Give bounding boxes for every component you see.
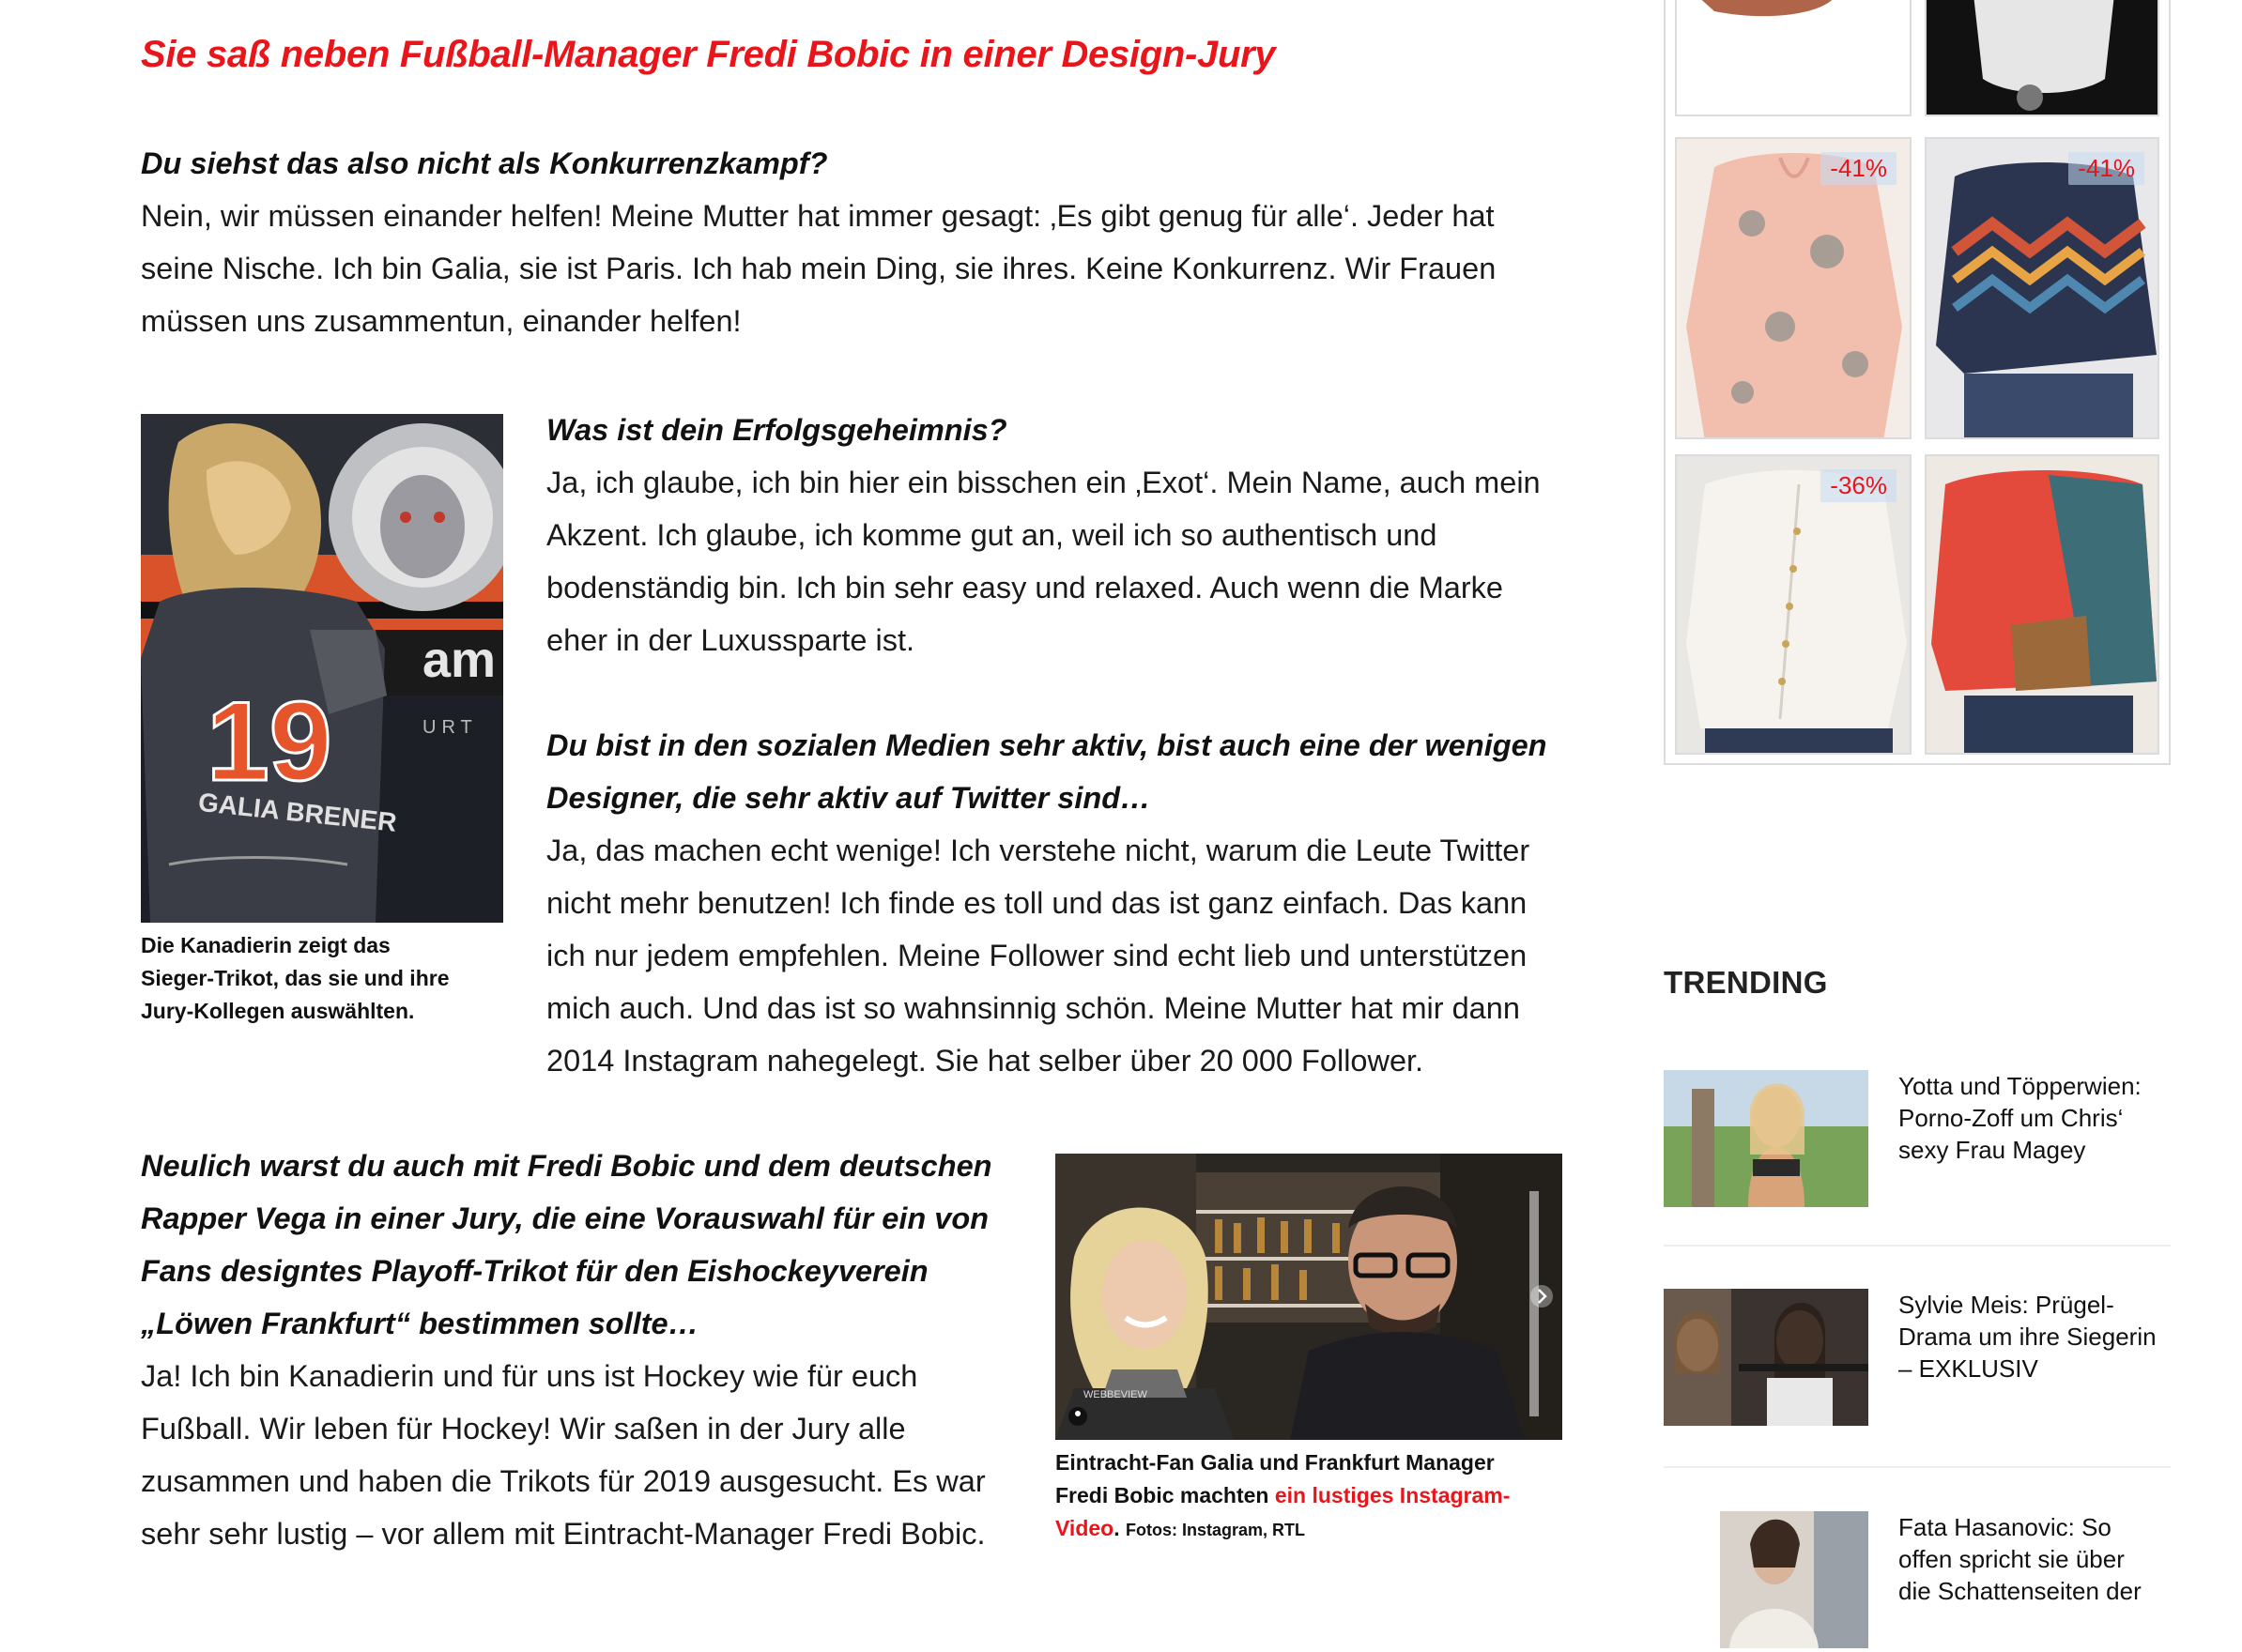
answer-line: Akzent. Ich glaube, ich komme gut an, weil ich so authentisch und <box>546 518 1437 552</box>
caption-line: Die Kanadierin zeigt das <box>141 933 391 957</box>
trending-item[interactable] <box>1664 1289 2171 1430</box>
answer-line: Fußball. Wir leben für Hockey! Wir saßen in der Jury alle <box>141 1412 906 1446</box>
caption-line: Jury-Kollegen auswählten. <box>141 999 415 1023</box>
trending-divider <box>1664 1245 2171 1247</box>
photo-credit: Fotos: Instagram, RTL <box>1126 1521 1306 1539</box>
trending-thumbnail[interactable] <box>1664 1070 1868 1207</box>
discount-badge: -41% <box>2068 152 2144 185</box>
interview-question-line: Du bist in den sozialen Medien sehr aktiv, bist auch eine der wenigen <box>546 728 1547 762</box>
discount-badge: -36% <box>1820 469 1896 502</box>
interview-section-1 <box>141 137 1568 347</box>
jersey-number: 19 <box>207 679 332 804</box>
caption-line <box>1055 1512 1581 1547</box>
answer-line: eher in der Luxussparte ist. <box>546 623 915 657</box>
ad-product-zigzag-sweater[interactable] <box>1925 137 2159 439</box>
trending-headline[interactable] <box>1898 1511 2171 1607</box>
headline-line: Drama um ihre Siegerin <box>1898 1323 2157 1351</box>
answer-line: Nein, wir müssen einander helfen! Meine Mutter hat immer gesagt: ‚Es gibt genug für alle‘. Jeder hat <box>141 199 1495 233</box>
interview-question-line: „Löwen Frankfurt“ bestimmen sollte… <box>141 1307 699 1340</box>
trending-headline[interactable] <box>1898 1289 2171 1384</box>
interview-question: Du siehst das also nicht als Konkurrenzkampf? <box>141 146 828 180</box>
instagram-video-still[interactable] <box>1055 1154 1562 1440</box>
answer-line: seine Nische. Ich bin Galia, sie ist Paris. Ich hab mein Ding, sie ihres. Keine Konkurrenz. Wir Frauen <box>141 252 1497 285</box>
caption-text: Fredi Bobic machten <box>1055 1483 1275 1507</box>
trending-divider <box>1664 1466 2171 1468</box>
answer-line: Ja! Ich bin Kanadierin und für uns ist Hockey wie für euch <box>141 1359 918 1393</box>
product-image <box>1927 456 2159 755</box>
answer-line: 2014 Instagram nahegelegt. Sie hat selber über 20 000 Follower. <box>546 1044 1424 1078</box>
trending-headline[interactable] <box>1898 1070 2171 1166</box>
jersey-name: GALIA BRENER <box>196 787 398 837</box>
caption-line: Eintracht-Fan Galia und Frankfurt Manager <box>1055 1450 1495 1475</box>
video-watermark: WEBBEVIEW <box>1083 1389 1147 1400</box>
svg-text:am: am <box>422 632 497 688</box>
headline-line: Porno-Zoff um Chris‘ <box>1898 1104 2124 1132</box>
ad-product-white-blouse[interactable] <box>1675 454 1912 755</box>
answer-line: sehr sehr lustig – vor allem mit Eintracht-Manager Fredi Bobic. <box>141 1517 986 1551</box>
jersey-photo-image <box>141 414 503 923</box>
answer-line: Ja, das machen echt wenige! Ich verstehe nicht, warum die Leute Twitter <box>546 834 1530 867</box>
instagram-video-link[interactable]: ein lustiges Instagram- <box>1274 1483 1511 1507</box>
answer-line: bodenständig bin. Ich bin sehr easy und relaxed. Auch wenn die Marke <box>546 571 1503 604</box>
trending-thumbnail[interactable] <box>1664 1511 1868 1648</box>
ad-product-colorblock-top[interactable] <box>1925 454 2159 755</box>
interview-question-line: Rapper Vega in einer Jury, die eine Vorauswahl für ein von <box>141 1201 990 1235</box>
video-caption <box>1055 1446 1581 1547</box>
trending-heading: TRENDING <box>1664 965 1828 1000</box>
headline-line: Sylvie Meis: Prügel- <box>1898 1291 2114 1319</box>
article-subheading: Sie saß neben Fußball-Manager Fredi Bobic in einer Design-Jury <box>141 34 1276 75</box>
ad-product-floral-blouse[interactable] <box>1675 137 1912 439</box>
answer-line: ich nur jedem empfehlen. Meine Follower sind echt lieb und unterstützen <box>546 939 1528 972</box>
product-image <box>1677 0 1912 116</box>
thumbnail-image <box>1664 1289 1868 1426</box>
headline-line: die Schattenseiten der <box>1898 1577 2142 1605</box>
headline-line: sexy Frau Magey <box>1898 1136 2086 1164</box>
interview-question-line: Designer, die sehr aktiv auf Twitter sind… <box>546 781 1151 815</box>
answer-line: mich auch. Und das ist so wahnsinnig schön. Meine Mutter hat mir dann <box>546 991 1520 1025</box>
interview-section-3 <box>546 719 1570 1087</box>
caption-line: Sieger-Trikot, das sie und ihre <box>141 966 450 990</box>
ad-product-sandals[interactable] <box>1675 0 1912 116</box>
thumbnail-image <box>1664 1070 1868 1207</box>
video-still-image <box>1055 1154 1562 1440</box>
ad-product-lace-top[interactable] <box>1925 0 2159 116</box>
discount-badge: -41% <box>1820 152 1896 185</box>
headline-line: offen spricht sie über <box>1898 1545 2125 1573</box>
svg-text:URT: URT <box>422 717 478 738</box>
trending-thumbnail[interactable] <box>1664 1289 1868 1426</box>
jersey-photo[interactable] <box>141 414 503 923</box>
answer-line: müssen uns zusammentun, einander helfen! <box>141 304 742 338</box>
next-slide-icon[interactable] <box>1530 1285 1553 1308</box>
interview-question-line: Neulich warst du auch mit Fredi Bobic und dem deutschen <box>141 1149 992 1183</box>
jersey-photo-caption <box>141 929 516 1028</box>
interview-question-line: Fans designtes Playoff-Trikot für den Eishockeyverein <box>141 1254 929 1288</box>
trending-item[interactable] <box>1664 1511 2171 1652</box>
product-ad-grid <box>1664 0 2171 765</box>
trending-item[interactable] <box>1664 1070 2171 1211</box>
answer-line: Ja, ich glaube, ich bin hier ein bisschen ein ‚Exot‘. Mein Name, auch mein <box>546 466 1541 499</box>
product-image <box>1927 0 2159 116</box>
caption-text: . <box>1113 1516 1126 1540</box>
interview-section-4 <box>141 1140 1014 1560</box>
answer-line: nicht mehr benutzen! Ich finde es toll und das ist ganz einfach. Das kann <box>546 886 1528 920</box>
headline-line: – EXKLUSIV <box>1898 1354 2038 1383</box>
interview-section-2 <box>546 404 1570 666</box>
thumbnail-image <box>1664 1511 1868 1648</box>
instagram-video-link-end[interactable]: Video <box>1055 1516 1114 1540</box>
caption-line <box>1055 1479 1581 1512</box>
interview-question: Was ist dein Erfolgsgeheimnis? <box>546 413 1007 447</box>
headline-line: Yotta und Töpperwien: <box>1898 1072 2142 1100</box>
headline-line: Fata Hasanovic: So <box>1898 1513 2111 1541</box>
answer-line: zusammen und haben die Trikots für 2019 ausgesucht. Es war <box>141 1464 986 1498</box>
